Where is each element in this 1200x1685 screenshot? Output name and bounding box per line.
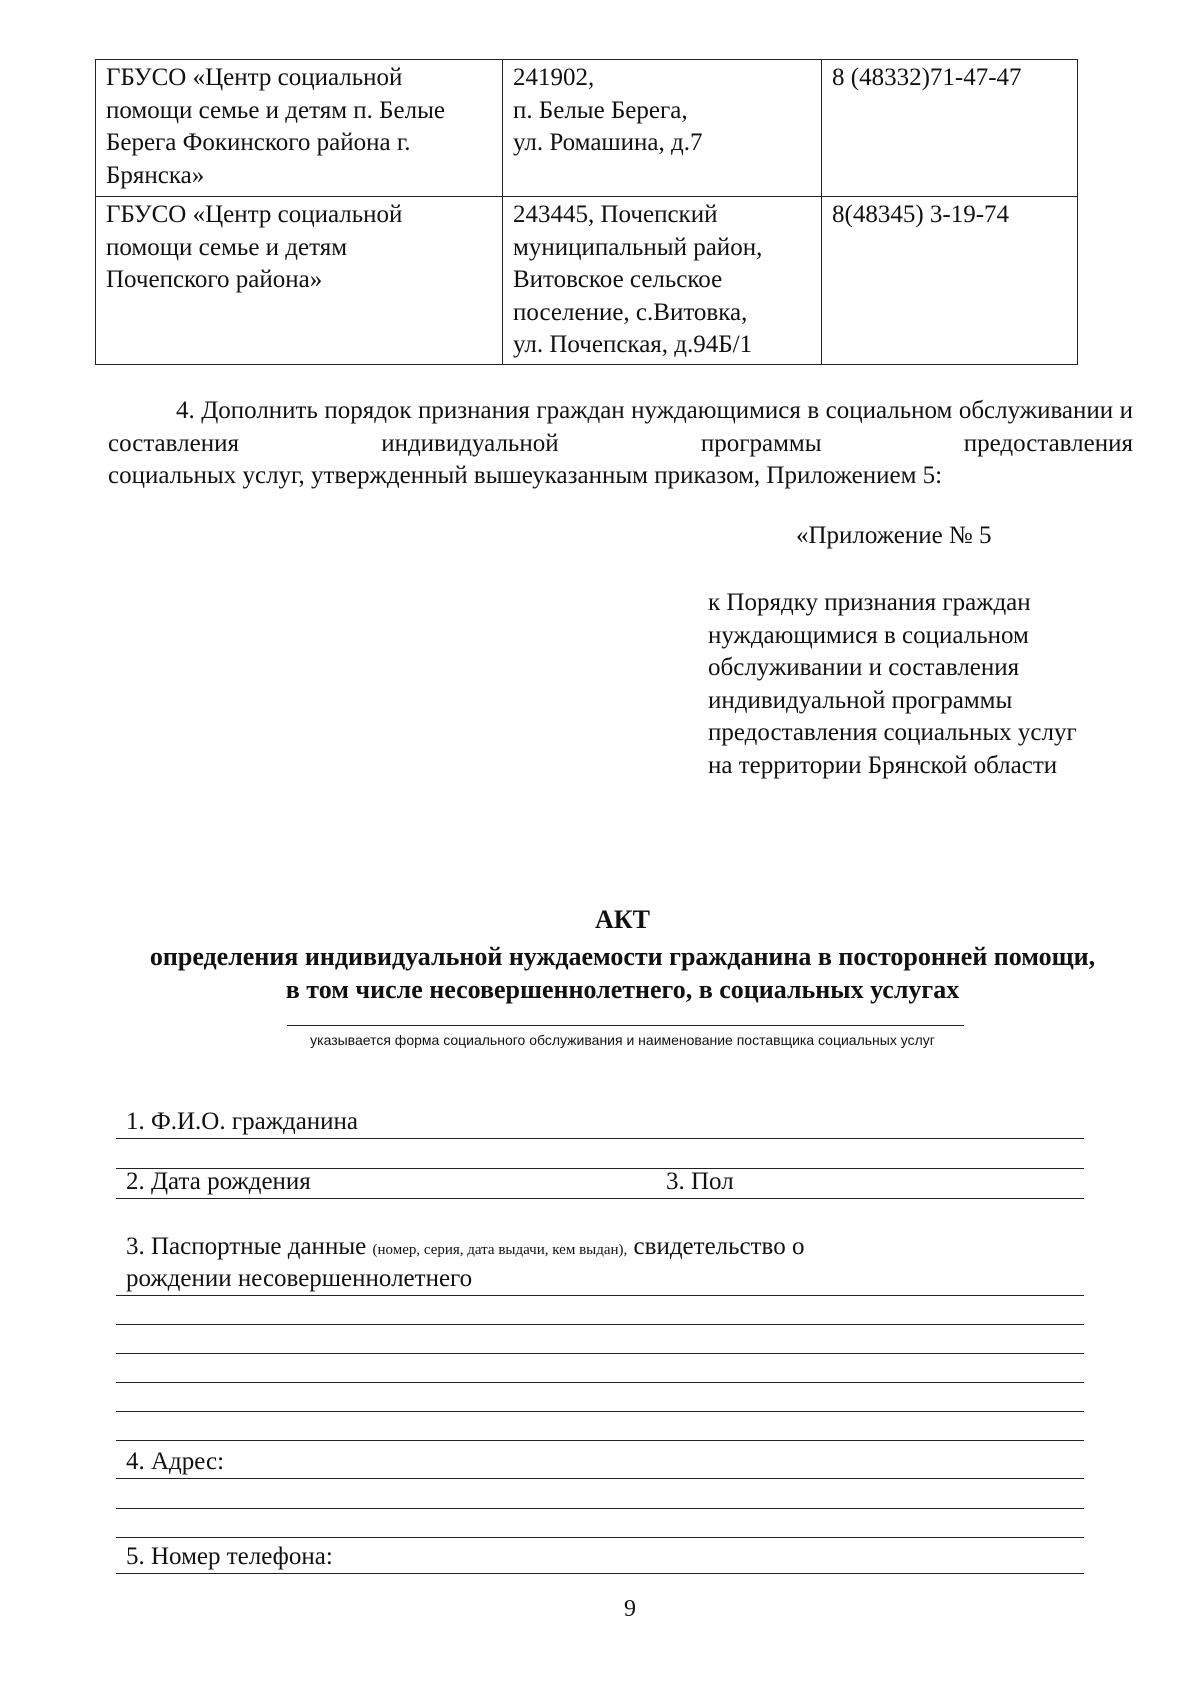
paragraph-text: 4. Дополнить порядок признания граждан нуждающимися в социальном обслуживании и составления индивидуальной программы предоставления — [108, 397, 1133, 457]
passport-field[interactable] — [116, 1411, 1084, 1412]
org-address-cell: 241902, п. Белые Берега, ул. Ромашина, д.7 — [503, 60, 822, 197]
table-row — [96, 197, 1078, 365]
table-row — [96, 60, 1078, 197]
fio-field[interactable] — [116, 1138, 1084, 1139]
fio-label: 1. Ф.И.О. гражданина — [126, 1108, 359, 1135]
passport-field[interactable] — [116, 1324, 1084, 1325]
org-phone-cell: 8(48345) 3-19-74 — [822, 197, 1078, 365]
organizations-table — [95, 59, 1078, 365]
passport-field[interactable] — [116, 1353, 1084, 1354]
appendix-description: к Порядку признания граждан нуждающимися в социальном обслуживании и составления индивидуальной программы предоставления социальных услуг на территории Брянской области — [708, 589, 1077, 779]
act-subtitle: определения индивидуальной нуждаемости гражданина в посторонней помощи, в том числе несовершеннолетнего, в социальных услугах — [149, 942, 1096, 1004]
org-phone-cell: 8 (48332)71-47-47 — [822, 60, 1078, 197]
address-field[interactable] — [116, 1508, 1084, 1509]
provider-note: указывается форма социального обслуживания и наименование поставщика социальных услуг — [310, 1032, 935, 1048]
birth-date-label: 2. Дата рождения — [126, 1168, 311, 1195]
passport-label-note: (номер, серия, дата выдачи, кем выдан), — [372, 1242, 628, 1258]
sex-label: 3. Пол — [666, 1168, 734, 1195]
passport-label — [126, 1233, 804, 1261]
phone-field[interactable] — [116, 1573, 1084, 1574]
org-name-cell: ГБУСО «Центр социальной помощи семье и детям Почепского района» — [96, 197, 503, 365]
paragraph-text: социальных услуг, утвержденный вышеуказанным приказом, Приложением 5: — [108, 462, 943, 489]
provider-fill-line[interactable] — [287, 1025, 964, 1026]
org-address-cell: 243445, Почепский муниципальный район, Витовское сельское поселение, с.Витовка, ул. Почепская, д.94Б/1 — [503, 197, 822, 365]
birth-certificate-label: рождении несовершеннолетнего — [126, 1265, 473, 1292]
passport-label-tail: свидетельство о — [633, 1233, 805, 1260]
birth-sex-field[interactable] — [116, 1198, 1084, 1199]
passport-field[interactable] — [116, 1382, 1084, 1383]
org-name-cell: ГБУСО «Центр социальной помощи семье и детям п. Белые Берега Фокинского района г. Брянска» — [96, 60, 503, 197]
page-number: 9 — [624, 1596, 636, 1622]
amendment-paragraph — [108, 395, 1133, 493]
address-field[interactable] — [116, 1537, 1084, 1538]
address-field[interactable] — [116, 1478, 1084, 1479]
phone-label: 5. Номер телефона: — [126, 1543, 333, 1570]
act-title: АКТ — [595, 905, 650, 934]
passport-field[interactable] — [116, 1295, 1084, 1296]
passport-field[interactable] — [116, 1440, 1084, 1441]
appendix-title: «Приложение № 5 — [796, 522, 992, 549]
address-label: 4. Адрес: — [126, 1448, 225, 1475]
passport-label-main: 3. Паспортные данные — [126, 1233, 367, 1260]
